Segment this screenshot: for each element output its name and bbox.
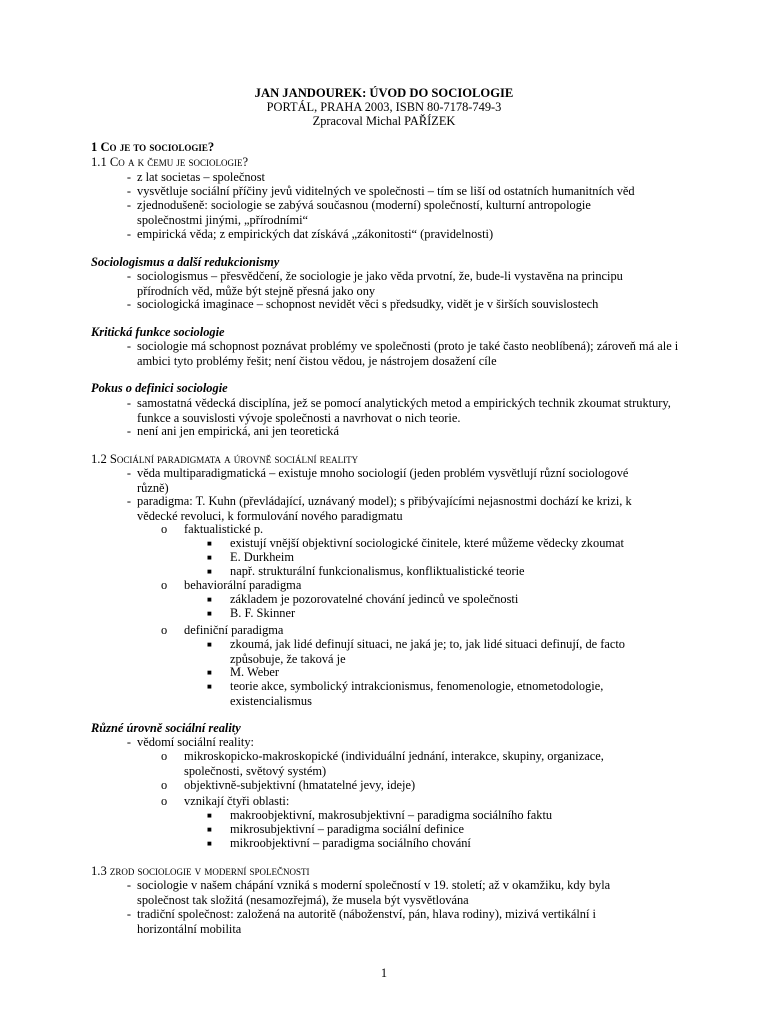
author-line: Zpracoval Michal PAŘÍZEK [312,114,456,128]
subsublist-item: např. strukturální funkcionalismus, konfliktualistické teorie [230,564,525,578]
subsublist-item: M. Weber [230,665,280,679]
list-item: sociologie v našem chápání vzniká s moderní společností v 19. století; až v okamžiku, kdy byla společnost tak složitá (nesamozřejmá), že musela být vysvětlována [137,878,611,907]
subsublist-item: teorie akce, symbolický intrakcionismus, fenomenologie, etnometodologie, existencialismus [230,679,604,708]
list-item: vysvětluje sociální příčiny jevů viditelných ve společnosti – tím se liší od ostatních humanitních věd [137,184,635,198]
document-title: JAN JANDOUREK: ÚVOD DO SOCIOLOGIE [254,86,514,100]
list-item: samostatná vědecká disciplína, jež se pomocí analytických metod a empirických technik zkoumat struktury, funkce a souvislosti vývoje společnosti a navrhovat o nich teorie. [137,396,671,425]
subsublist-item: B. F. Skinner [230,606,296,620]
circle-bullet: o [161,778,168,792]
list-item: zjednodušeně: sociologie se zabývá současnou (moderní) společností, kulturní antropologie společnostmi jinými, „přírodními“ [137,198,591,227]
dash-bullet: - [126,198,131,212]
square-bullet: ■ [207,640,212,649]
dash-bullet: - [126,269,131,283]
section-heading-1: 1 Co je to sociologie? [91,140,215,154]
subsublist-item: mikrosubjektivní – paradigma sociální definice [230,822,464,836]
title-block [0,86,768,128]
sublist-item: behaviorální paradigma [184,578,302,592]
square-bullet: ■ [207,668,212,677]
list-item: vědomí sociální reality: [137,735,254,749]
circle-bullet: o [161,522,168,536]
dash-bullet: - [126,907,131,921]
sublist-item: faktualistické p. [184,522,264,536]
circle-bullet: o [161,578,168,592]
square-bullet: ■ [207,839,212,848]
square-bullet: ■ [207,595,212,604]
subsublist-item: zkoumá, jak lidé definují situaci, ne jaká je; to, jak lidé situaci definují, de facto způsobuje, že taková je [230,637,625,666]
italic-heading-ruzne: Různé úrovně sociální reality [91,721,241,735]
subsublist-item: existují vnější objektivní sociologické činitele, které můžeme vědecky zkoumat [230,536,624,550]
list-item: věda multiparadigmatická – existuje mnoho sociologií (jeden problém vysvětlují různí sociologové různě) [137,466,629,495]
square-bullet: ■ [207,567,212,576]
dash-bullet: - [126,878,131,892]
dash-bullet: - [126,466,131,480]
sublist-item: vznikají čtyři oblasti: [184,794,290,808]
page-number: 1 [380,966,388,980]
square-bullet: ■ [207,825,212,834]
dash-bullet: - [126,494,131,508]
circle-bullet: o [161,794,168,808]
square-bullet: ■ [207,539,212,548]
sublist-item: definiční paradigma [184,623,284,637]
dash-bullet: - [126,396,131,410]
list-item: sociologismus – přesvědčení, že sociologie je jako věda prvotní, že, bude-li vystavěna na principu přírodních věd, může být stejně přesná jako ony [137,269,623,298]
dash-bullet: - [126,424,131,438]
sublist-item: mikroskopicko-makroskopické (individuální jednání, interakce, skupiny, organizace, společnosti, světový systém) [184,749,604,778]
square-bullet: ■ [207,553,212,562]
circle-bullet: o [161,623,168,637]
list-item: empirická věda; z empirických dat získává „zákonitosti“ (pravidelnosti) [137,227,494,241]
dash-bullet: - [126,227,131,241]
dash-bullet: - [126,735,131,749]
list-item: sociologická imaginace – schopnost nevidět věci s předsudky, vidět je v širších souvislostech [137,297,599,311]
list-item: není ani jen empirická, ani jen teoretická [137,424,339,438]
list-item: tradiční společnost: založená na autoritě (náboženství, pán, hlava rodiny), mizivá vertikální i horizontální mobilita [137,907,596,936]
square-bullet: ■ [207,609,212,618]
circle-bullet: o [161,749,168,763]
sublist-item: objektivně-subjektivní (hmatatelné jevy, ideje) [184,778,416,792]
italic-heading-pokus: Pokus o definici sociologie [91,381,228,395]
italic-heading-kriticka: Kritická funkce sociologie [91,325,225,339]
dash-bullet: - [126,184,131,198]
square-bullet: ■ [207,682,212,691]
square-bullet: ■ [207,811,212,820]
list-item: paradigma: T. Kuhn (převládající, uznávaný model); s přibývajícími nejasnostmi dochází ke krizi, k vědecké revoluci, k formulování nového paradigmatu [137,494,632,523]
subsection-heading-1-1: 1.1 Co a k čemu je sociologie? [91,155,249,169]
subsection-heading-1-2: 1.2 Sociální paradigmata a úrovně sociální reality [91,452,359,466]
subsublist-item: makroobjektivní, makrosubjektivní – paradigma sociálního faktu [230,808,553,822]
dash-bullet: - [126,170,131,184]
list-item: sociologie má schopnost poznávat problémy ve společnosti (proto je také často neoblíbená); zároveň má ale i ambici tyto problémy řešit; není čistou vědou, je nástrojem dosažení cíle [137,339,679,368]
italic-heading-sociologismus: Sociologismus a další redukcionismy [91,255,280,269]
subsublist-item: E. Durkheim [230,550,295,564]
subsublist-item: mikroobjektivní – paradigma sociálního chování [230,836,471,850]
dash-bullet: - [126,339,131,353]
dash-bullet: - [126,297,131,311]
publisher-line: PORTÁL, PRAHA 2003, ISBN 80-7178-749-3 [266,100,502,114]
subsection-heading-1-3: 1.3 zrod sociologie v moderní společnosti [91,864,310,878]
subsublist-item: základem je pozorovatelné chování jedinců ve společnosti [230,592,519,606]
list-item: z lat societas – společnost [137,170,266,184]
